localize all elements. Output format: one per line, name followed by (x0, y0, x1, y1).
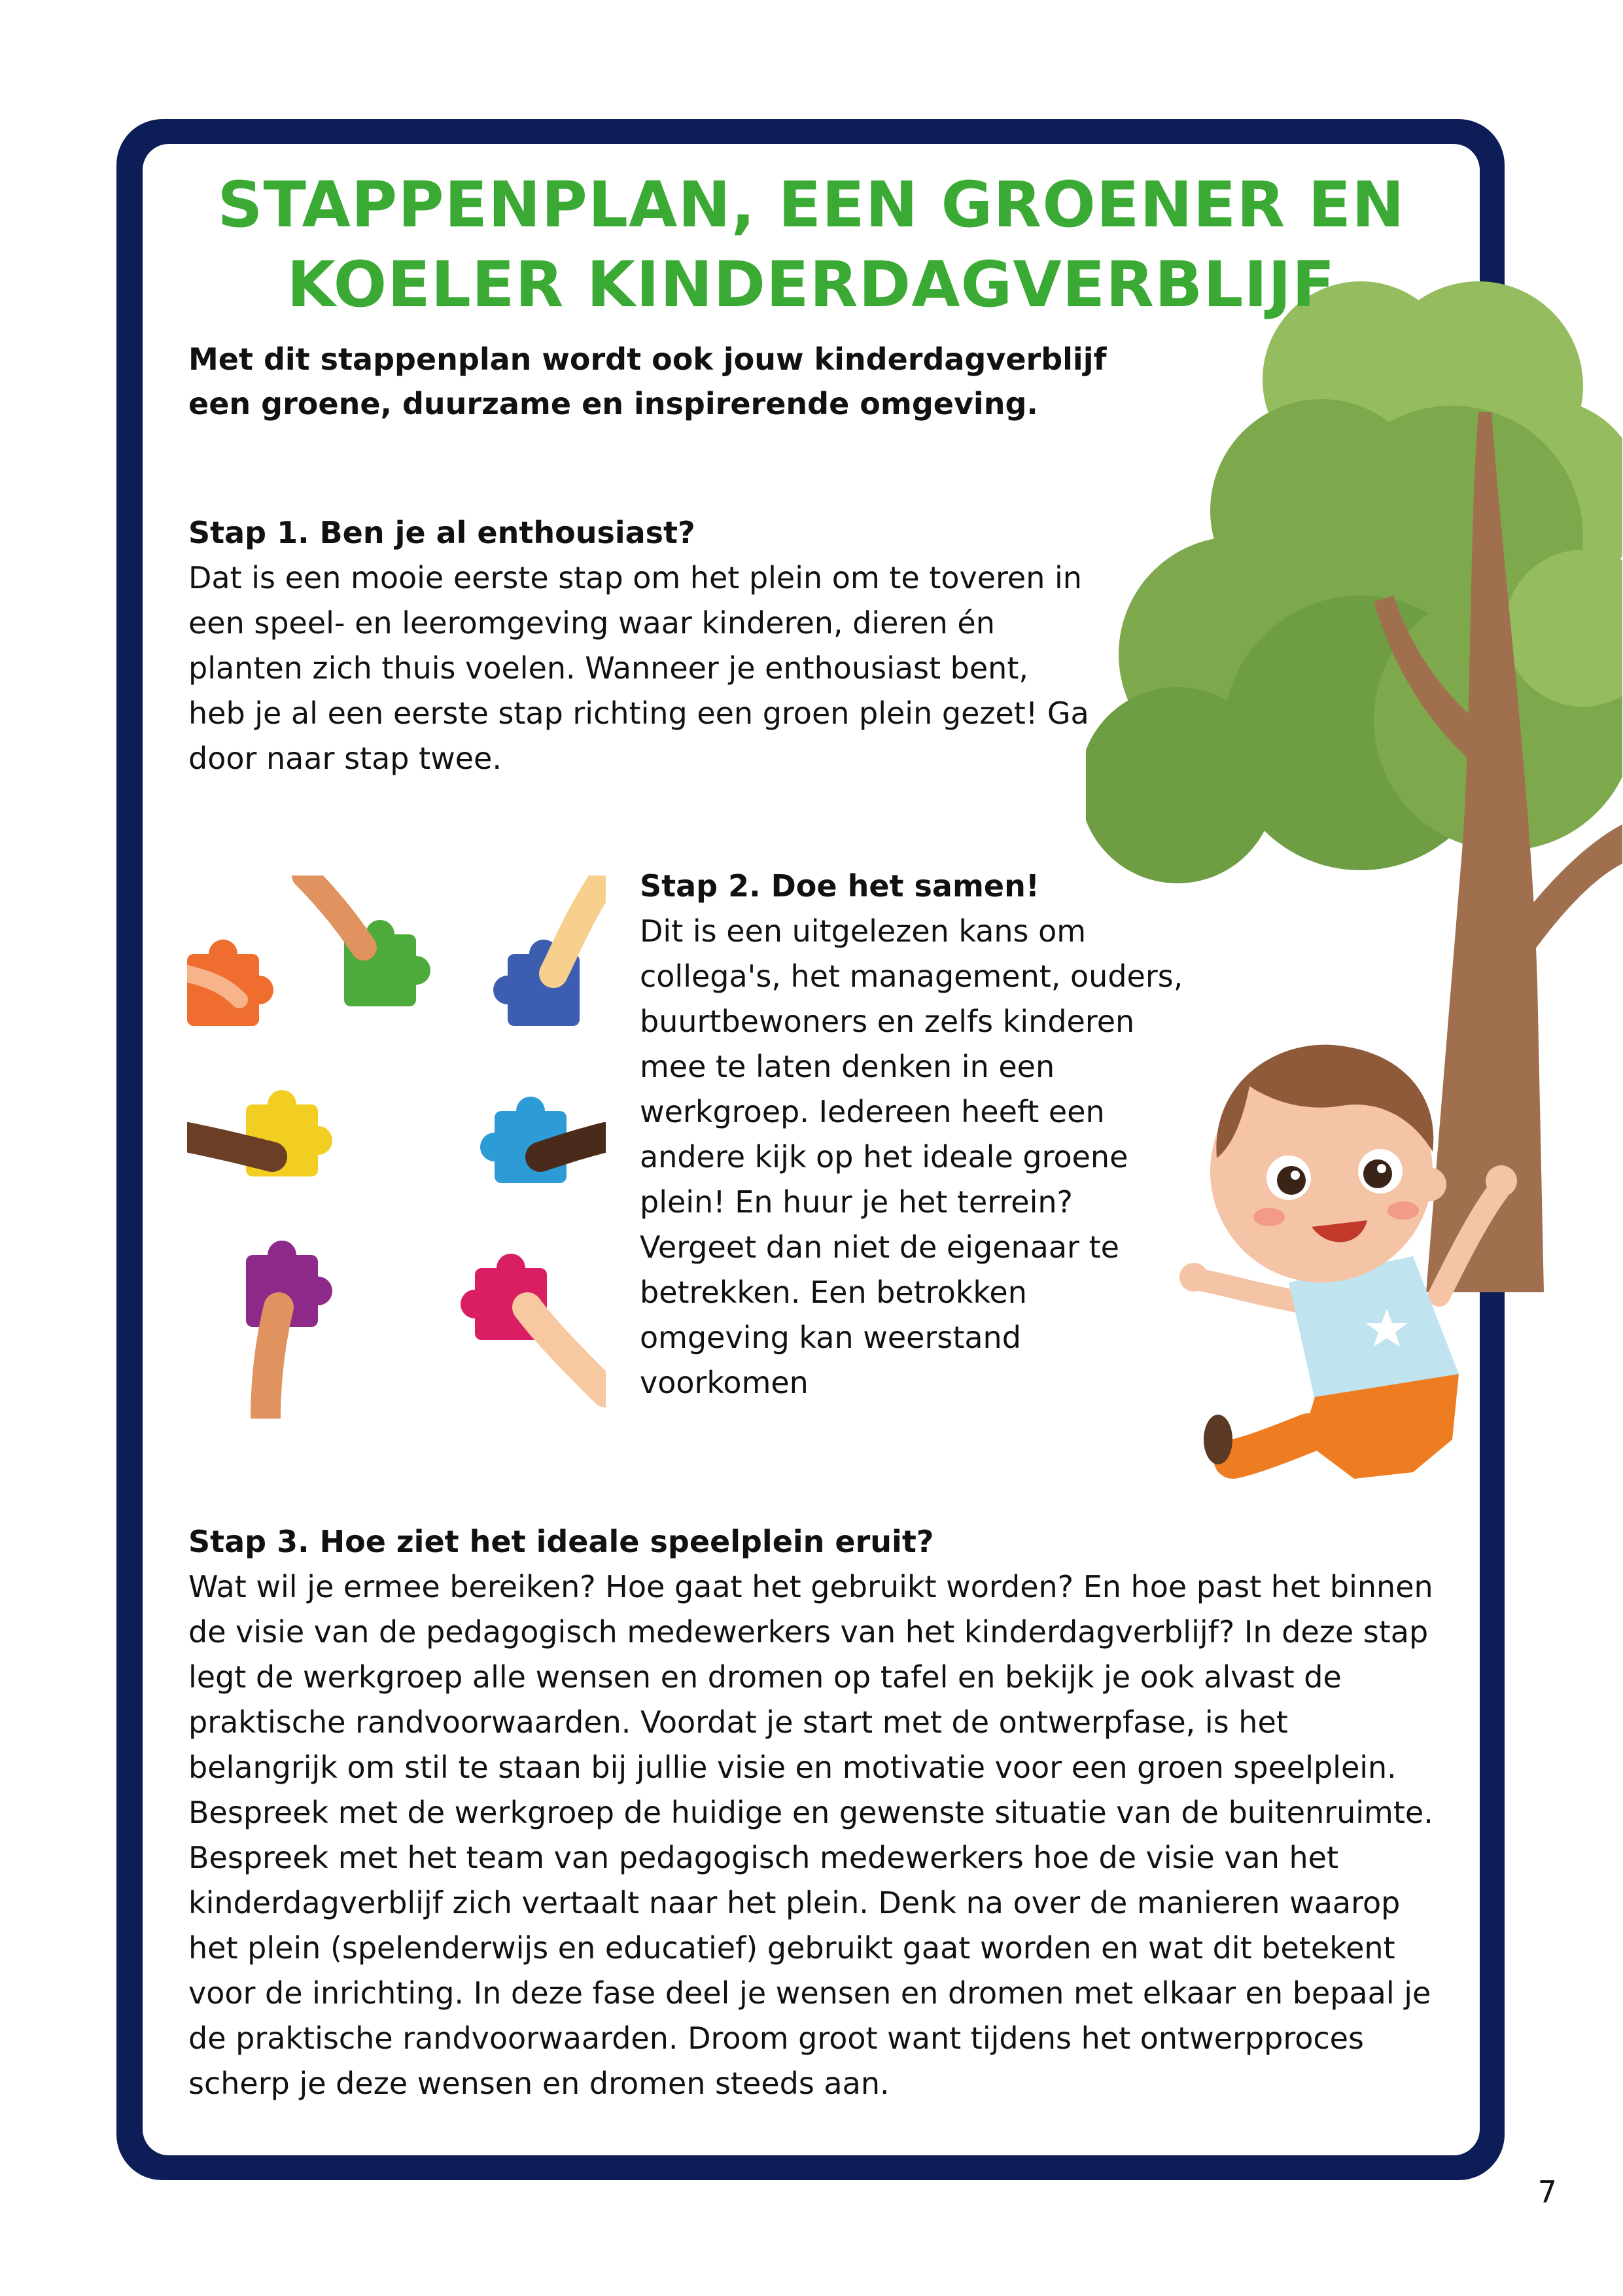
body-line: Bespreek met het team van pedagogisch medewerkers hoe de visie van het (188, 1840, 1338, 1875)
body-line: betrekken. Een betrokken (640, 1275, 1027, 1310)
body-line: kinderdagverblijf zich vertaalt naar het plein. Denk na over de manieren waarop (188, 1885, 1401, 1920)
body-line: de visie van de pedagogisch medewerkers van het kinderdagverblijf? In deze stap (188, 1614, 1429, 1650)
body-line: voorkomen (640, 1365, 809, 1400)
body-line: heb je al een eerste stap richting een groen plein gezet! Ga (188, 696, 1089, 731)
puzzle-piece-green (305, 875, 430, 1006)
body-line: werkgroep. Iedereen heeft een (640, 1094, 1105, 1129)
body-line: belangrijk om stil te staan bij jullie visie en motivatie voor een groen speelplein. (188, 1750, 1397, 1785)
body-line: legt de werkgroep alle wensen en dromen op tafel en bekijk je ook alvast de (188, 1659, 1342, 1695)
body-line: plein! En huur je het terrein? (640, 1184, 1073, 1220)
body-line: planten zich thuis voelen. Wanneer je enthousiast bent, (188, 650, 1028, 686)
body-line: Dit is een uitgelezen kans om (640, 913, 1087, 949)
child-raised-arm (1439, 1191, 1498, 1296)
body-line: Bespreek met de werkgroep de huidige en gewenste situatie van de buitenruimte. (188, 1795, 1433, 1830)
body-line: een speel- en leeromgeving waar kinderen, dieren én (188, 605, 995, 641)
page-number: 7 (1537, 2174, 1557, 2210)
child-eye (1277, 1166, 1306, 1195)
body-line: buurtbewoners en zelfs kinderen (640, 1004, 1135, 1039)
body-line: mee te laten denken in een (640, 1049, 1055, 1084)
intro-text (188, 337, 1170, 426)
puzzle-piece-pink (461, 1254, 606, 1392)
step-1-section (188, 510, 1137, 781)
body-line: door naar stap twee. (188, 741, 502, 776)
intro-line: een groene, duurzame en inspirerende omgeving. (188, 386, 1038, 421)
body-line: Wat wil je ermee bereiken? Hoe gaat het gebruikt worden? En hoe past het binnen (188, 1569, 1433, 1604)
title-line: STAPPENPLAN, EEN GROENER EN (217, 168, 1405, 241)
puzzle-hands-illustration (187, 875, 606, 1419)
puzzle-piece-purple (246, 1241, 332, 1419)
page-title (143, 165, 1480, 325)
body-line: collega's, het management, ouders, (640, 959, 1183, 994)
step-1-body (188, 556, 1137, 781)
puzzle-piece-yellow (187, 1090, 332, 1176)
step-1-heading: Stap 1. Ben je al enthousiast? (188, 515, 695, 550)
body-line: de praktische randvoorwaarden. Droom groot want tijdens het ontwerpproces (188, 2021, 1364, 2056)
body-line: omgeving kan weerstand (640, 1320, 1021, 1355)
puzzle-piece-orange (187, 940, 273, 1026)
body-line: Dat is een mooie eerste stap om het plein om te toveren in (188, 560, 1082, 595)
body-line: voor de inrichting. In deze fase deel je wensen en dromen met elkaar en bepaal je (188, 1975, 1431, 2011)
body-line: praktische randvoorwaarden. Voordat je start met de ontwerpfase, is het (188, 1704, 1288, 1740)
body-line: Vergeet dan niet de eigenaar te (640, 1229, 1119, 1265)
title-line: KOELER KINDERDAGVERBLIJF (287, 248, 1336, 321)
puzzle-piece-cyan (480, 1097, 606, 1183)
step-3-section (188, 1519, 1464, 2106)
body-line: andere kijk op het ideale groene (640, 1139, 1128, 1174)
body-line: scherp je deze wensen en dromen steeds aan. (188, 2066, 890, 2101)
step-2-section (640, 864, 1215, 1405)
puzzle-piece-blue (493, 875, 606, 1026)
intro-line: Met dit stappenplan wordt ook jouw kinderdagverblijf (188, 342, 1107, 377)
child-eye (1363, 1159, 1392, 1188)
step-2-body (640, 909, 1215, 1405)
step-3-body (188, 1564, 1464, 2106)
child-shoe (1204, 1415, 1232, 1464)
step-2-heading: Stap 2. Doe het samen! (640, 868, 1039, 904)
child-illustration (1171, 1021, 1537, 1544)
step-3-heading: Stap 3. Hoe ziet het ideale speelplein eruit? (188, 1524, 934, 1559)
body-line: het plein (spelenderwijs en educatief) gebruikt gaat worden en wat dit betekent (188, 1930, 1395, 1966)
